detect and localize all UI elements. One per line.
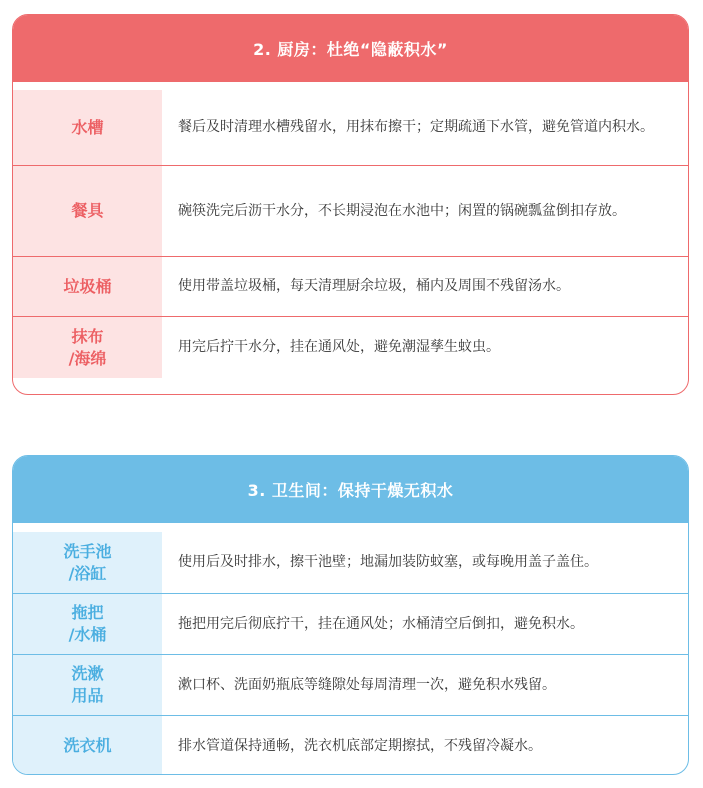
bathroom-row-basin-tub	[13, 532, 688, 593]
row-label: 水槽	[13, 90, 162, 165]
bathroom-row-mop-bucket	[13, 593, 688, 654]
bathroom-row-toiletries	[13, 654, 688, 715]
row-label: 餐具	[13, 166, 162, 256]
bathroom-card	[12, 455, 689, 775]
bathroom-card-title: 3. 卫生间：保持干燥无积水	[13, 456, 688, 523]
kitchen-row-tableware	[13, 165, 688, 256]
row-text: 碗筷洗完后沥干水分，不长期浸泡在水池中；闲置的锅碗瓢盆倒扣存放。	[178, 202, 626, 219]
row-text: 餐后及时清理水槽残留水，用抹布擦干；定期疏通下水管，避免管道内积水。	[178, 119, 654, 135]
kitchen-rows	[13, 82, 688, 378]
row-label: 垃圾桶	[13, 257, 162, 316]
kitchen-row-trash-bin	[13, 256, 688, 316]
bathroom-rows	[13, 523, 688, 775]
row-label: 抹布 /海绵	[13, 317, 162, 378]
row-text: 漱口杯、洗面奶瓶底等缝隙处每周清理一次，避免积水残留。	[178, 676, 556, 693]
kitchen-row-sink	[13, 82, 688, 165]
row-label: 洗手池 /浴缸	[13, 532, 162, 593]
bathroom-row-washing-machine	[13, 715, 688, 775]
row-label: 洗衣机	[13, 716, 162, 775]
row-text: 用完后拧干水分，挂在通风处，避免潮湿孳生蚊虫。	[178, 339, 500, 355]
row-text: 使用带盖垃圾桶，每天清理厨余垃圾，桶内及周围不残留汤水。	[178, 278, 570, 294]
kitchen-row-cloth-sponge	[13, 316, 688, 378]
row-label: 洗漱 用品	[13, 655, 162, 715]
kitchen-card-title: 2. 厨房：杜绝“隐蔽积水”	[13, 15, 688, 82]
row-label: 拖把 /水桶	[13, 594, 162, 654]
row-text: 排水管道保持通畅，洗衣机底部定期擦拭，不残留冷凝水。	[178, 737, 542, 754]
kitchen-card	[12, 14, 689, 395]
row-text: 拖把用完后彻底拧干，挂在通风处；水桶清空后倒扣，避免积水。	[178, 615, 584, 632]
row-text: 使用后及时排水，擦干池壁；地漏加装防蚊塞，或每晚用盖子盖住。	[178, 554, 598, 570]
